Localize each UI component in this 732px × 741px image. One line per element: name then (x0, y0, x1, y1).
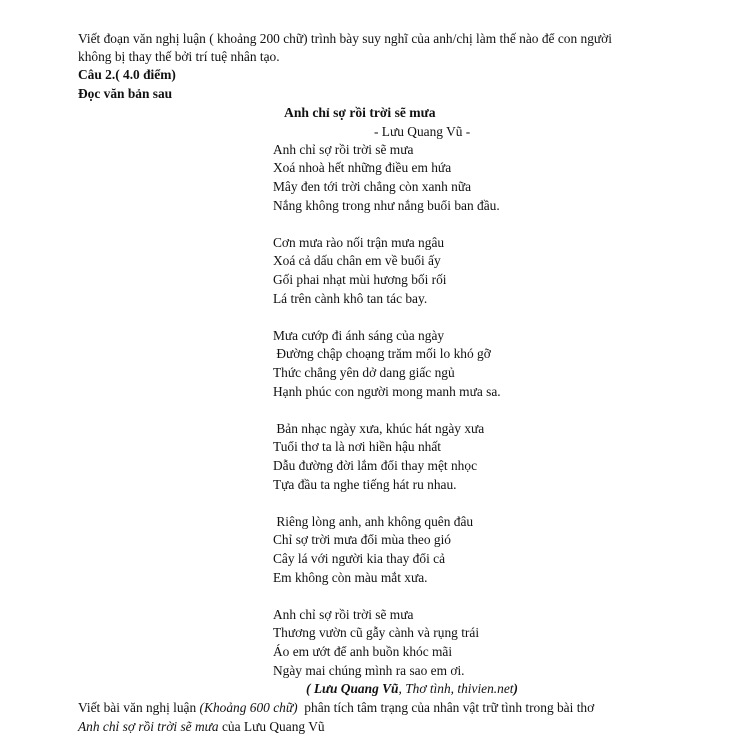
poem-line: Thức chẳng yên dở dang giấc ngủ (273, 365, 455, 380)
poem-line: Dẫu đường đời lắm đổi thay mệt nhọc (273, 458, 478, 473)
poem-line: Riêng lòng anh, anh không quên đâu (273, 514, 474, 529)
poem-line: Áo em ướt để anh buồn khóc mãi (273, 644, 453, 659)
poem-line: Em không còn màu mắt xưa. (273, 570, 428, 585)
question-2-heading: Câu 2.( 4.0 điểm) (78, 67, 176, 82)
poem-line: Anh chỉ sợ rồi trời sẽ mưa (273, 142, 414, 157)
task-text: phân tích tâm trạng của nhân vật trữ tình trong bài thơ (297, 700, 595, 715)
intro-line-2: không bị thay thế bởi trí tuệ nhân tạo. (78, 49, 280, 64)
poem-author: - Lưu Quang Vũ - (374, 124, 471, 139)
poem-line: Tuổi thơ ta là nơi hiền hậu nhất (273, 439, 442, 454)
question-2-instruction: Đọc văn bản sau (78, 86, 173, 101)
source-close: ) (513, 681, 518, 696)
source-author: Lưu Quang Vũ (313, 681, 399, 696)
poem-line: Mưa cướp đi ánh sáng của ngày (273, 328, 445, 343)
poem-title: Anh chỉ sợ rồi trời sẽ mưa (284, 105, 436, 120)
poem-line: Xoá nhoà hết những điều em hứa (273, 160, 452, 175)
poem-line: Xoá cả dấu chân em về buổi ấy (273, 253, 441, 268)
task-line-1 (78, 699, 594, 717)
poem-line: Cây lá với người kia thay đổi cả (273, 551, 446, 566)
task-length: (Khoảng 600 chữ) (199, 700, 298, 715)
poem-line: Anh chỉ sợ rồi trời sẽ mưa (273, 607, 414, 622)
source-open: ( (306, 681, 314, 696)
poem-line: Lá trên cành khô tan tác bay. (273, 291, 428, 306)
poem-line: Mây đen tới trời chẳng còn xanh nữa (273, 179, 472, 194)
poem-line: Thương vườn cũ gẫy cành và rụng trái (273, 625, 480, 640)
poem-line: Bản nhạc ngày xưa, khúc hát ngày xưa (273, 421, 485, 436)
task-text: Viết bài văn nghị luận (78, 700, 200, 715)
poem-line: Nắng không trong như nắng buổi ban đầu. (273, 198, 500, 213)
poem-source (306, 680, 518, 698)
poem-line: Chỉ sợ trời mưa đổi mùa theo gió (273, 532, 452, 547)
task-line-2 (78, 718, 325, 736)
poem-line: Ngày mai chúng mình ra sao em ơi. (273, 663, 465, 678)
task-poem-title: Anh chỉ sợ rồi trời sẽ mưa (78, 719, 219, 734)
poem-line: Tựa đầu ta nghe tiếng hát ru nhau. (273, 477, 457, 492)
poem-line: Gối phai nhạt mùi hương bối rối (273, 272, 447, 287)
intro-line-1: Viết đoạn văn nghị luận ( khoảng 200 chữ) trình bày suy nghĩ của anh/chị làm thế nào để con người (78, 31, 612, 46)
poem-line: Cơn mưa rào nối trận mưa ngâu (273, 235, 445, 250)
source-rest: , Thơ tình, thivien.net (398, 681, 514, 696)
task-text: của Lưu Quang Vũ (218, 719, 325, 734)
poem-line: Hạnh phúc con người mong manh mưa sa. (273, 384, 501, 399)
poem-line: Đường chập choạng trăm mối lo khó gỡ (273, 346, 491, 361)
